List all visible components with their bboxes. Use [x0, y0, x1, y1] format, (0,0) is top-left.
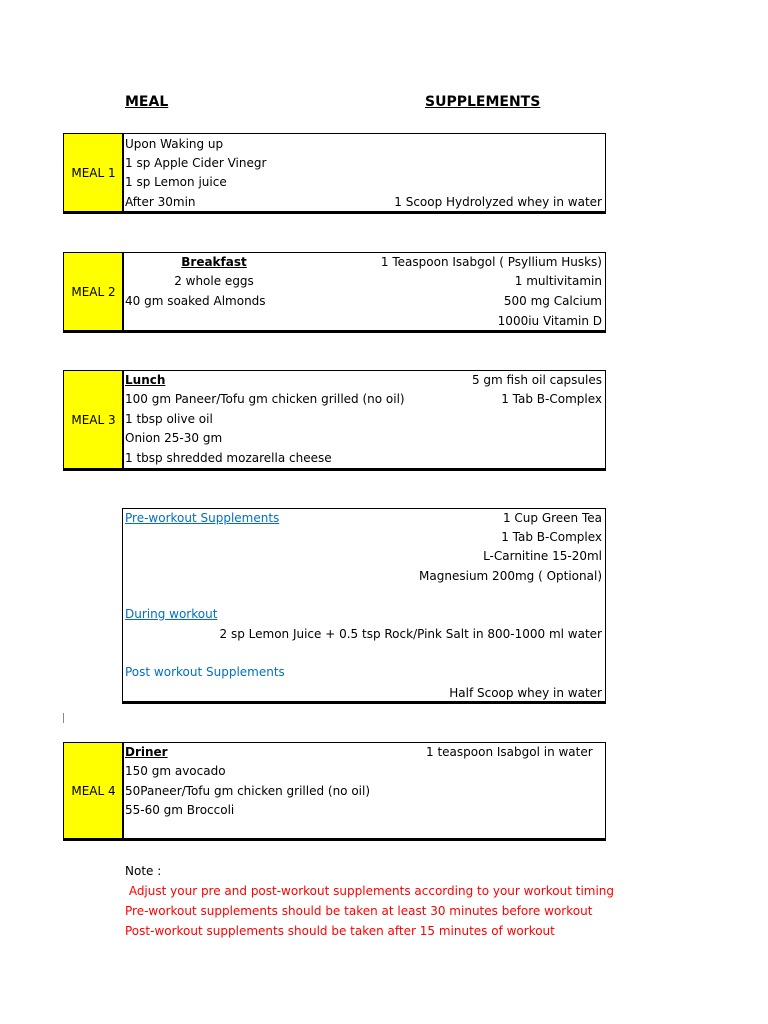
breakfast-title: Breakfast: [181, 255, 247, 269]
during-workout-item: 2 sp Lemon Juice + 0.5 tsp Rock/Pink Salt in 800-1000 ml water: [219, 627, 602, 641]
meal-3-label: [63, 370, 124, 471]
post-workout-title: Post workout Supplements: [125, 665, 285, 679]
meal-4-line: 50Paneer/Tofu gm chicken grilled (no oil): [125, 784, 371, 798]
supplements-header: SUPPLEMENTS: [425, 94, 541, 110]
meal-3-line: 1 tbsp olive oil: [125, 412, 213, 426]
note-line: Pre-workout supplements should be taken at least 30 minutes before workout: [125, 904, 593, 918]
meal-3-supplement: 5 gm fish oil capsules: [471, 373, 602, 387]
meal-2-supplement: 1000iu Vitamin D: [497, 314, 602, 328]
meal-2-line: 40 gm soaked Almonds: [125, 294, 266, 308]
meal-3-line: 1 tbsp shredded mozarella cheese: [125, 451, 332, 465]
meal-4-line: 55-60 gm Broccoli: [125, 803, 235, 817]
meal-2-supplement: 1 Teaspoon Isabgol ( Psyllium Husks): [380, 255, 602, 269]
meal-3-line: Onion 25-30 gm: [125, 431, 223, 445]
note-title: Note :: [125, 864, 162, 878]
meal-2-label-text: MEAL 2: [71, 284, 116, 299]
meal-2-supplement: 1 multivitamin: [514, 274, 602, 288]
post-workout-item: Half Scoop whey in water: [449, 686, 602, 700]
meal-4-label-text: MEAL 4: [71, 783, 116, 798]
stray-mark: [63, 713, 64, 723]
pre-workout-item: L-Carnitine 15-20ml: [483, 549, 602, 563]
pre-workout-title: Pre-workout Supplements: [125, 511, 280, 525]
pre-workout-item: 1 Tab B-Complex: [501, 530, 602, 544]
meal-1-supplement: 1 Scoop Hydrolyzed whey in water: [394, 195, 602, 209]
meal-3-line: 100 gm Paneer/Tofu gm chicken grilled (no oil): [125, 392, 405, 406]
pre-workout-item: 1 Cup Green Tea: [502, 511, 602, 525]
meal-4-supplement: 1 teaspoon Isabgol in water: [426, 745, 593, 759]
meal-2-line: 2 whole eggs: [174, 274, 254, 288]
meal-2-label: [63, 252, 124, 333]
pre-workout-item: Magnesium 200mg ( Optional): [419, 569, 602, 583]
meal-1-line: After 30min: [125, 195, 196, 209]
note-line: Adjust your pre and post-workout supplements according to your workout timing: [125, 884, 615, 898]
meal-4-label: [63, 742, 124, 841]
during-workout-title: During workout: [125, 607, 218, 621]
meal-3-supplement: 1 Tab B-Complex: [501, 392, 602, 406]
meal-2-supplement: 500 mg Calcium: [503, 294, 602, 308]
meal-3-label-text: MEAL 3: [71, 412, 116, 427]
meal-4-line: 150 gm avocado: [125, 764, 226, 778]
note-line: Post-workout supplements should be taken after 15 minutes of workout: [125, 924, 555, 938]
meal-1-label-text: MEAL 1: [71, 165, 116, 180]
meal-1-line: 1 sp Apple Cider Vinegr: [125, 156, 267, 170]
meal-1-line: 1 sp Lemon juice: [125, 175, 227, 189]
dinner-title: Driner: [125, 745, 168, 759]
meal-header: MEAL: [125, 94, 169, 110]
lunch-title: Lunch: [125, 373, 166, 387]
meal-1-label: [63, 133, 124, 214]
meal-1-line: Upon Waking up: [125, 137, 224, 151]
